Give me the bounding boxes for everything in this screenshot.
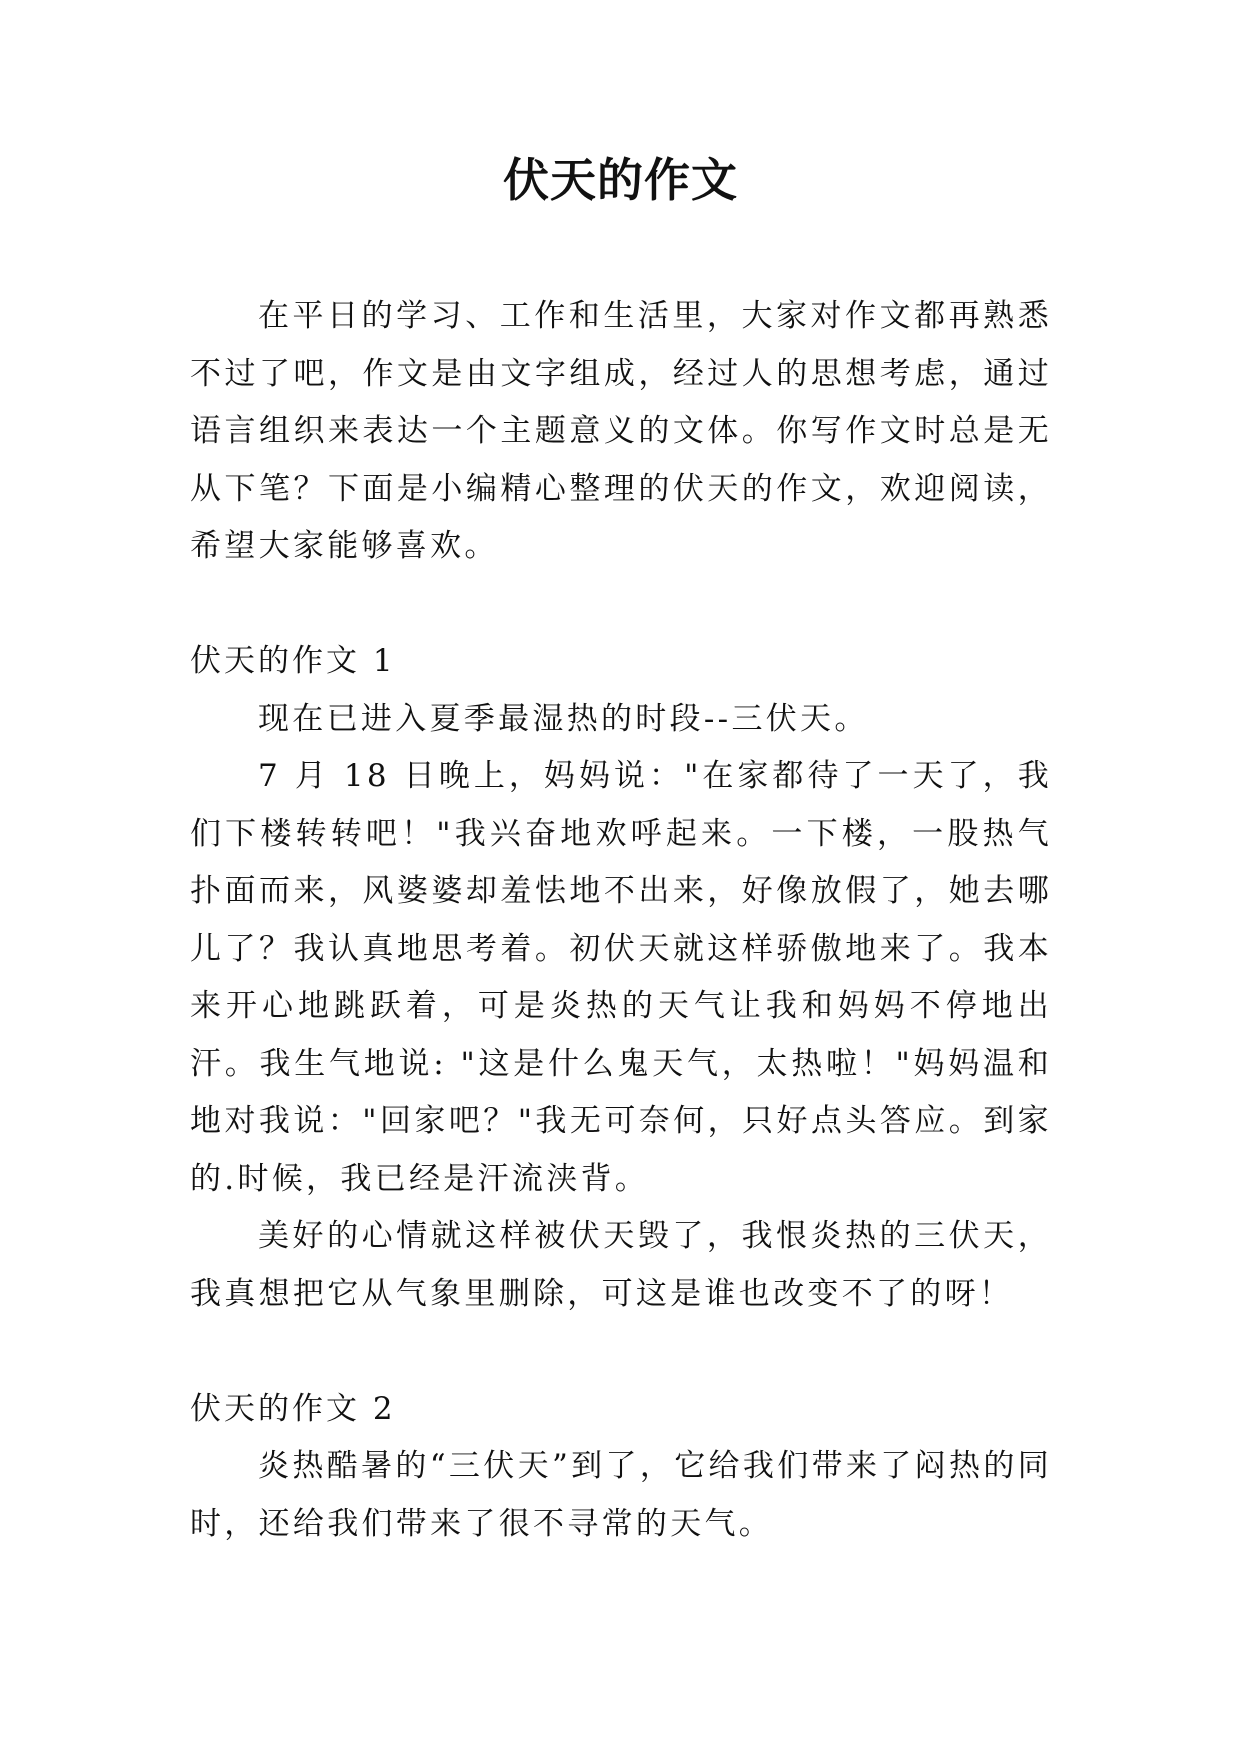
section-heading: 伏天的作文 1 (190, 643, 396, 679)
body-paragraph: 7 月 18 日晚上，妈妈说："在家都待了一天了，我们下楼转转吧！"我兴奋地欢呼起来。一下楼，一股热气扑面而来，风婆婆却羞怯地不出来，好像放假了，她去哪儿了？我认真地思考着。初伏天就这样骄傲地来了。我本来开心地跳跃着，可是炎热的天气让我和妈妈不停地出汗。我生气地说: "这是什么鬼天气，太热啦！"妈妈温和地对我说："回家吧？"我无可奈何，只好点头答应。到家的.时候，我已经是汗流浃背。 (190, 758, 1052, 1197)
document-body (190, 288, 1052, 1553)
intro-paragraph: 在平日的学习、工作和生活里，大家对作文都再熟悉不过了吧，作文是由文字组成，经过人的思想考虑，通过语言组织来表达一个主题意义的文体。你写作文时总是无从下笔？下面是小编精心整理的伏天的作文，欢迎阅读，希望大家能够喜欢。 (190, 298, 1052, 564)
body-paragraph: 炎热酷暑的“三伏天”到了，它给我们带来了闷热的同时，还给我们带来了很不寻常的天气。 (190, 1448, 1052, 1542)
section-spacer (190, 576, 1052, 634)
essay-section-2 (190, 1381, 1052, 1554)
section-spacer (190, 1323, 1052, 1381)
document-title: 伏天的作文 (503, 153, 738, 207)
essay-section-1 (190, 633, 1052, 1323)
body-paragraph: 美好的心情就这样被伏天毁了，我恨炎热的三伏天，我真想把它从气象里删除，可这是谁也改变不了的呀！ (190, 1218, 1052, 1312)
section-heading: 伏天的作文 2 (190, 1390, 396, 1427)
body-paragraph: 现在已进入夏季最湿热的时段--三伏天。 (258, 700, 869, 737)
